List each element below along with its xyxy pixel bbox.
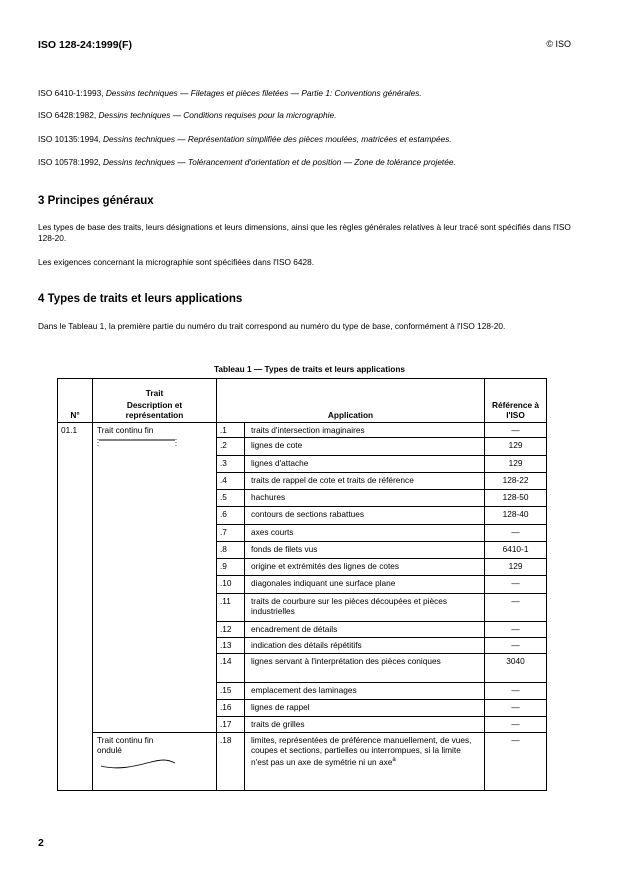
- reference-value: —: [485, 717, 547, 733]
- reference-value: —: [485, 423, 547, 438]
- application-text: traits de courbure sur les pièces découpées et pièces industrielles: [245, 594, 485, 622]
- reference-value: —: [485, 733, 547, 791]
- application-text: emplacement des laminages: [245, 683, 485, 700]
- trait-description: [93, 423, 217, 733]
- application-text: traits d'intersection imaginaires: [245, 423, 485, 438]
- document-id: ISO 128-24:1999(F): [38, 39, 132, 51]
- sub-number: .18: [217, 733, 245, 791]
- trait-description: [93, 733, 217, 791]
- section-heading: 3 Principes généraux: [38, 195, 154, 207]
- sub-number: .7: [217, 525, 245, 542]
- application-text: axes courts: [245, 525, 485, 542]
- reference-value: —: [485, 594, 547, 622]
- sub-number: .10: [217, 576, 245, 594]
- reference-value: 128-22: [485, 473, 547, 490]
- col-header-trait-desc: Description et représentation: [125, 400, 184, 420]
- trait-label: Trait continu fin: [97, 735, 154, 745]
- sub-number: .16: [217, 700, 245, 717]
- sub-number: .14: [217, 654, 245, 683]
- line-types-table: [57, 378, 547, 791]
- application-text: traits de rappel de cote et traits de référence: [245, 473, 485, 490]
- reference-item: ISO 6410-1:1993, Dessins techniques — Filetages et pièces filetées — Partie 1: Conventions générales.: [38, 88, 422, 98]
- reference-item: ISO 10578:1992, Dessins techniques — Tolérancement d'orientation et de position — Zone de tolérance projetée.: [38, 157, 456, 167]
- sub-number: .1: [217, 423, 245, 438]
- paragraph: Les types de base des traits, leurs désignations et leurs dimensions, ainsi que les règles générales relatives à leur tracé sont spécifiés dans l'ISO 128-20.: [38, 222, 571, 243]
- application-text: lignes de rappel: [245, 700, 485, 717]
- col-header-trait: [93, 379, 217, 423]
- table-caption: Tableau 1 — Types de traits et leurs applications: [213, 364, 406, 374]
- copyright: © ISO: [546, 39, 571, 49]
- reference-value: —: [485, 683, 547, 700]
- paragraph: Les exigences concernant la micrographie sont spécifiées dans l'ISO 6428.: [38, 257, 315, 267]
- application-text: lignes servant à l'interprétation des pièces coniques: [245, 654, 485, 683]
- application-text: lignes d'attache: [245, 456, 485, 473]
- paragraph: Dans le Tableau 1, la première partie du numéro du trait correspond au numéro du type de base, conformément à l'ISO 128-20.: [38, 321, 506, 331]
- trait-label-suffix: ondulé: [97, 745, 122, 755]
- application-text: indication des détails répétitifs: [245, 638, 485, 654]
- table-row: [58, 733, 547, 791]
- reference-value: —: [485, 525, 547, 542]
- reference-value: 129: [485, 559, 547, 576]
- application-text: traits de grilles: [245, 717, 485, 733]
- reference-item: ISO 10135:1994, Dessins techniques — Représentation simplifiée des pièces moulées, matricées et estampées.: [38, 134, 452, 144]
- sub-number: .9: [217, 559, 245, 576]
- sub-number: .3: [217, 456, 245, 473]
- reference-value: 6410-1: [485, 542, 547, 559]
- row-number: 01.1: [58, 423, 93, 791]
- reference-value: —: [485, 576, 547, 594]
- section-heading: 4 Types de traits et leurs applications: [38, 293, 243, 305]
- table-row: [58, 423, 547, 438]
- application-text: contours de sections rabattues: [245, 507, 485, 525]
- sub-number: .6: [217, 507, 245, 525]
- reference-value: 129: [485, 456, 547, 473]
- reference-value: 3040: [485, 654, 547, 683]
- application-text: diagonales indiquant une surface plane: [245, 576, 485, 594]
- sub-number: .15: [217, 683, 245, 700]
- application-text: encadrement de détails: [245, 622, 485, 638]
- application-text: fonds de filets vus: [245, 542, 485, 559]
- application-text-body: limites, représentées de préférence manuellement, de vues, coupes et sections, partielles ou interrompues, si la limite n'est pas un axe de symétrie ni un axe: [251, 735, 472, 767]
- reference-value: —: [485, 700, 547, 717]
- sub-number: .8: [217, 542, 245, 559]
- sub-number: .13: [217, 638, 245, 654]
- reference-value: 128-50: [485, 490, 547, 507]
- application-text: lignes de cote: [245, 438, 485, 456]
- reference-item: ISO 6428:1982, Dessins techniques — Conditions requises pour la micrographie.: [38, 110, 337, 120]
- footnote-marker: a: [392, 757, 396, 763]
- sub-number: .2: [217, 438, 245, 456]
- col-header-trait-title: Trait: [145, 388, 164, 398]
- reference-value: —: [485, 638, 547, 654]
- sub-number: .11: [217, 594, 245, 622]
- application-text: origine et extrémités des lignes de cotes: [245, 559, 485, 576]
- reference-value: 128-40: [485, 507, 547, 525]
- sub-number: .12: [217, 622, 245, 638]
- col-header-no: N°: [58, 379, 93, 423]
- application-text: hachures: [245, 490, 485, 507]
- continuous-line-sample: [97, 435, 187, 449]
- reference-value: 129: [485, 438, 547, 456]
- sub-number: .17: [217, 717, 245, 733]
- sub-number: .4: [217, 473, 245, 490]
- trait-label: Trait continu fin: [97, 425, 154, 435]
- col-header-reference: Référence à l'ISO: [485, 379, 547, 423]
- wavy-line-sample: [97, 755, 187, 771]
- reference-value: —: [485, 622, 547, 638]
- application-text: [245, 733, 485, 791]
- sub-number: .5: [217, 490, 245, 507]
- col-header-application: Application: [217, 379, 485, 423]
- page-number: 2: [38, 837, 44, 849]
